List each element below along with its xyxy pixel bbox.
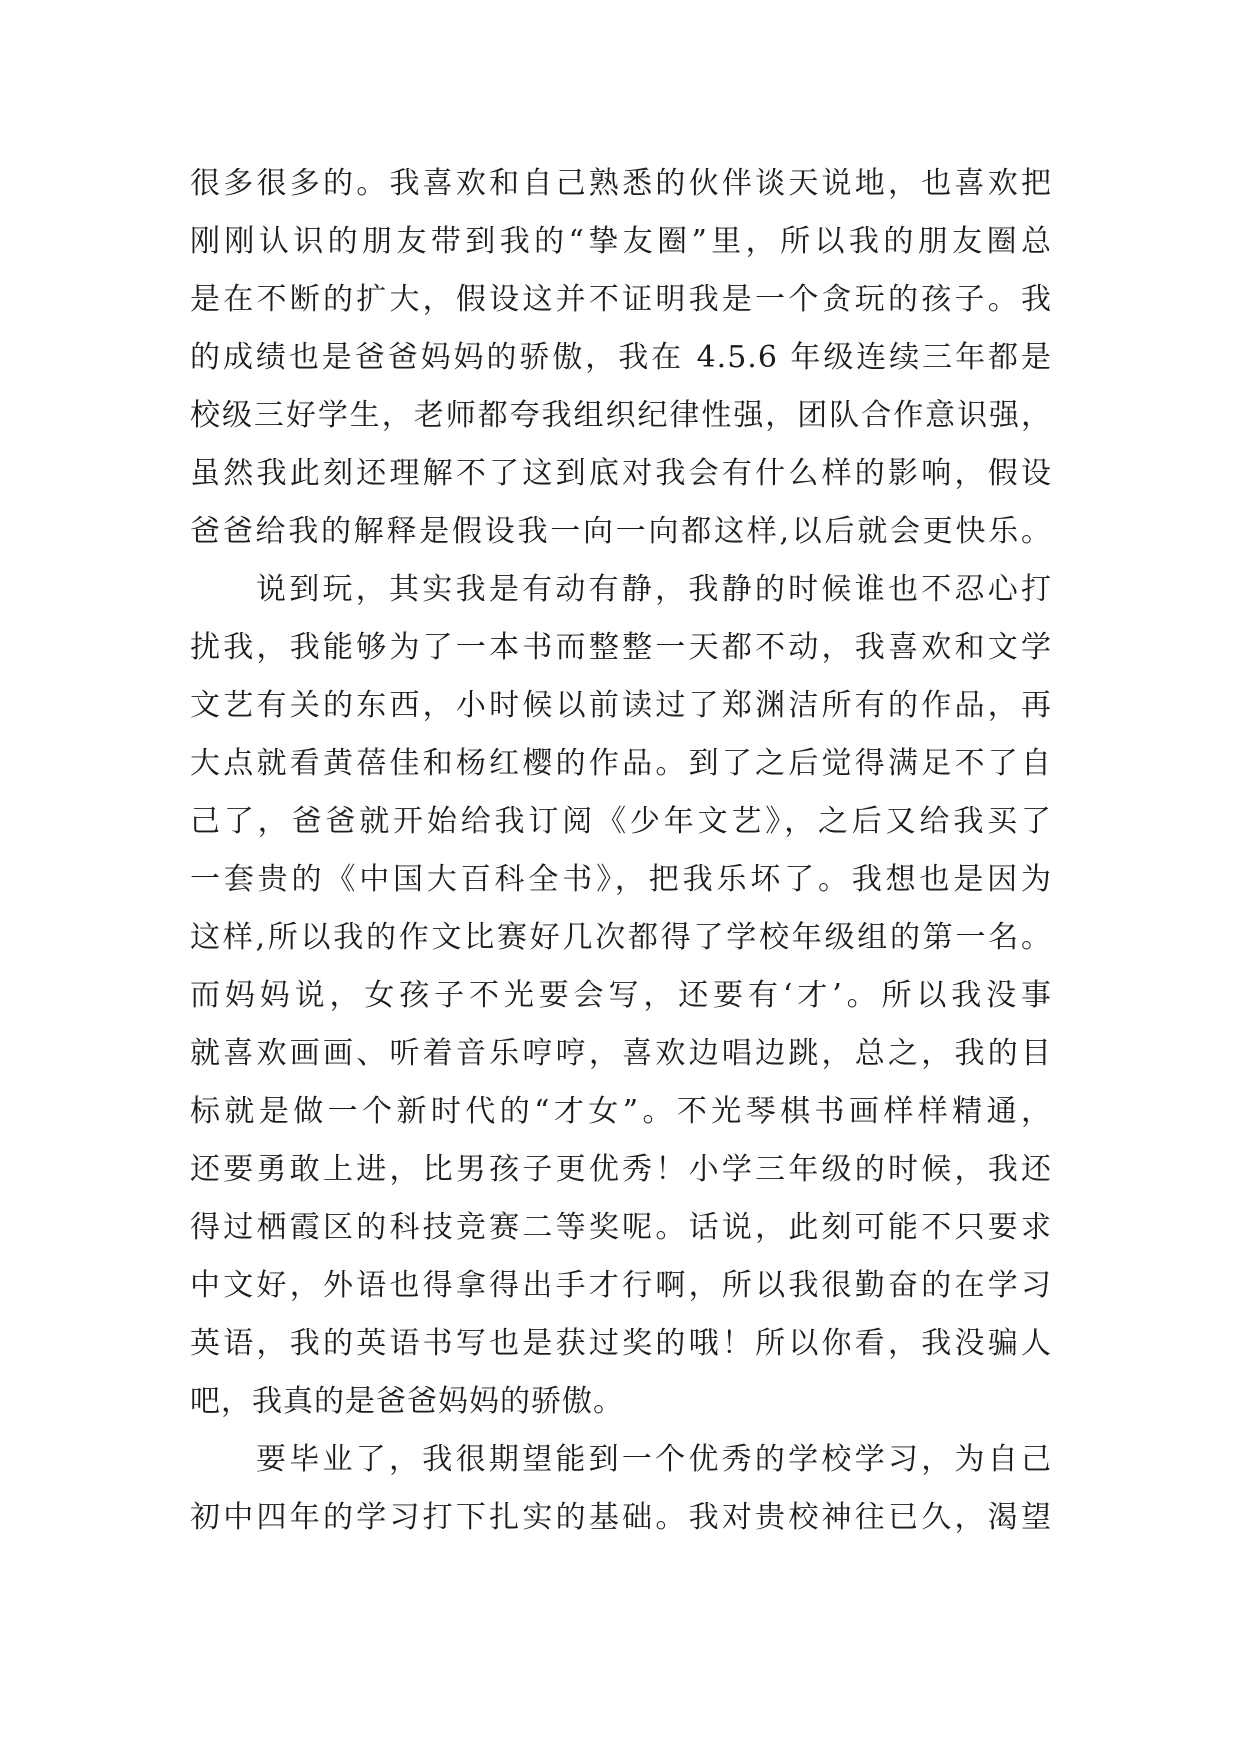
text-line: 的成绩也是爸爸妈妈的骄傲，我在 4.5.6 年级连续三年都是 [190, 340, 1052, 375]
text-line: 刚刚认识的朋友带到我的“挚友圈”里，所以我的朋友圈总 [190, 224, 1052, 259]
body-text [190, 155, 1052, 1547]
text-line: 文艺有关的东西，小时候以前读过了郑渊洁所有的作品，再 [190, 688, 1052, 723]
text-line: 初中四年的学习打下扎实的基础。我对贵校神往已久，渴望 [190, 1500, 1052, 1535]
paragraph-3 [190, 1431, 1052, 1547]
text-line: 己了，爸爸就开始给我订阅《少年文艺》，之后又给我买了 [190, 804, 1052, 839]
paragraph-1 [190, 155, 1052, 561]
text-line: 还要勇敢上进，比男孩子更优秀！小学三年级的时候，我还 [190, 1152, 1052, 1187]
text-line: 虽然我此刻还理解不了这到底对我会有什么样的影响，假设 [190, 456, 1052, 491]
text-line: 说到玩，其实我是有动有静，我静的时候谁也不忍心打 [256, 572, 1052, 607]
text-line: 英语，我的英语书写也是获过奖的哦！所以你看，我没骗人 [190, 1326, 1052, 1361]
text-line: 标就是做一个新时代的“才女”。不光琴棋书画样样精通， [190, 1094, 1052, 1129]
text-line: 是在不断的扩大，假设这并不证明我是一个贪玩的孩子。我 [190, 282, 1052, 317]
text-line: 大点就看黄蓓佳和杨红樱的作品。到了之后觉得满足不了自 [190, 746, 1052, 781]
text-line: 要毕业了，我很期望能到一个优秀的学校学习，为自己 [256, 1442, 1052, 1477]
text-line: 爸爸给我的解释是假设我一向一向都这样,以后就会更快乐。 [190, 514, 1052, 549]
text-line: 而妈妈说，女孩子不光要会写，还要有‘才’。所以我没事 [190, 978, 1052, 1013]
text-line: 就喜欢画画、听着音乐哼哼，喜欢边唱边跳，总之，我的目 [190, 1036, 1052, 1071]
paragraph-2 [190, 561, 1052, 1431]
text-line: 这样,所以我的作文比赛好几次都得了学校年级组的第一名。 [190, 920, 1052, 955]
text-line: 一套贵的《中国大百科全书》，把我乐坏了。我想也是因为 [190, 862, 1052, 897]
text-line: 校级三好学生，老师都夸我组织纪律性强，团队合作意识强， [190, 398, 1052, 433]
text-line: 得过栖霞区的科技竞赛二等奖呢。话说，此刻可能不只要求 [190, 1210, 1052, 1245]
text-line: 吧，我真的是爸爸妈妈的骄傲。 [190, 1384, 624, 1419]
text-line: 中文好，外语也得拿得出手才行啊，所以我很勤奋的在学习 [190, 1268, 1052, 1303]
text-line: 扰我，我能够为了一本书而整整一天都不动，我喜欢和文学 [190, 630, 1052, 665]
text-line: 很多很多的。我喜欢和自己熟悉的伙伴谈天说地，也喜欢把 [190, 166, 1052, 201]
